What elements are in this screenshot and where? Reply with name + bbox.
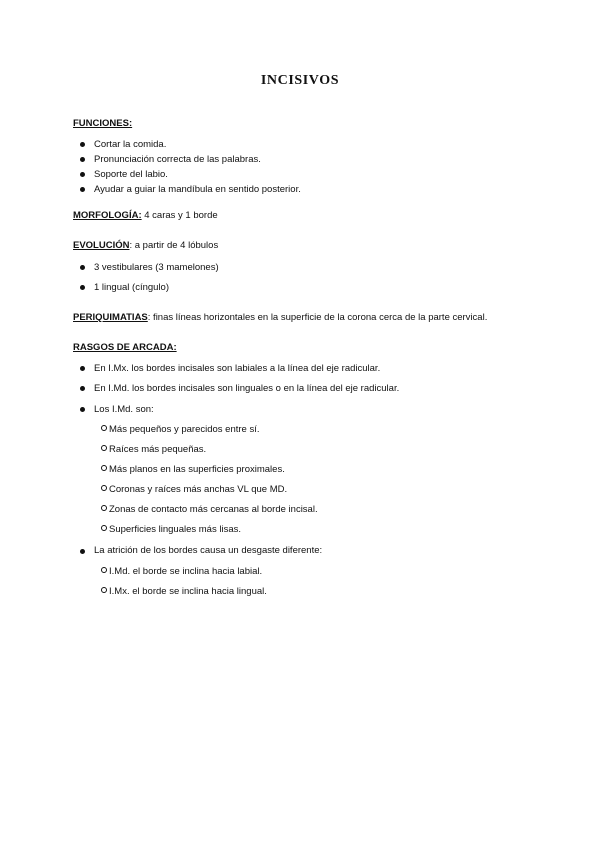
sub-item-text: I.Md. el borde se inclina hacia labial. bbox=[109, 566, 263, 577]
sub-list-item bbox=[101, 464, 285, 476]
periquimatias-text: : finas líneas horizontales en la superficie de la corona cerca de la parte cervical. bbox=[147, 312, 488, 323]
page-title: INCISIVOS bbox=[260, 73, 340, 88]
funciones-item: Cortar la comida. bbox=[94, 139, 167, 150]
bullet-icon bbox=[80, 386, 85, 391]
bullet-icon bbox=[80, 157, 85, 162]
sub-item-text: Superficies linguales más lisas. bbox=[109, 524, 242, 535]
evolucion-label: EVOLUCIÓN bbox=[73, 240, 130, 251]
bullet-icon bbox=[80, 549, 85, 554]
bullet-icon bbox=[80, 366, 85, 371]
evolucion-item: 3 vestibulares (3 mamelones) bbox=[94, 262, 219, 273]
sub-list-item bbox=[101, 424, 260, 436]
sub-list-item bbox=[101, 484, 287, 496]
circle-bullet-icon bbox=[101, 425, 107, 431]
sub-item-text: Zonas de contacto más cercanas al borde incisal. bbox=[109, 504, 318, 515]
morfologia-text: 4 caras y 1 borde bbox=[141, 210, 218, 221]
sub-item-text: Más planos en las superficies proximales. bbox=[109, 464, 285, 475]
morfologia-label: MORFOLOGÍA: bbox=[73, 210, 142, 221]
circle-bullet-icon bbox=[101, 485, 107, 491]
rasgos-heading bbox=[73, 342, 177, 354]
bullet-icon bbox=[80, 265, 85, 270]
circle-bullet-icon bbox=[101, 587, 107, 593]
sub-list-item bbox=[101, 524, 241, 536]
bullet-icon bbox=[80, 142, 85, 147]
funciones-heading bbox=[73, 118, 132, 130]
bullet-icon bbox=[80, 285, 85, 290]
sub-list-item bbox=[101, 444, 206, 456]
atricion-item: La atrición de los bordes causa un desgaste diferente: bbox=[94, 545, 323, 556]
sub-item-text: Raíces más pequeñas. bbox=[109, 444, 207, 455]
morfologia-line bbox=[73, 210, 218, 222]
circle-bullet-icon bbox=[101, 525, 107, 531]
rasgos-item: En I.Md. los bordes incisales son linguales o en la línea del eje radicular. bbox=[94, 383, 400, 394]
bullet-icon bbox=[80, 187, 85, 192]
funciones-item: Pronunciación correcta de las palabras. bbox=[94, 154, 261, 165]
sub-list-item bbox=[101, 504, 318, 516]
sub-item-text: Coronas y raíces más anchas VL que MD. bbox=[109, 484, 288, 495]
rasgos-item: En I.Mx. los bordes incisales son labiales a la línea del eje radicular. bbox=[94, 363, 381, 374]
funciones-item: Soporte del labio. bbox=[94, 169, 168, 180]
bullet-icon bbox=[80, 172, 85, 177]
bullet-icon bbox=[80, 407, 85, 412]
sub-list-item bbox=[101, 566, 262, 578]
periquimatias-label: PERIQUIMATIAS bbox=[73, 312, 148, 323]
rasgos-item: Los I.Md. son: bbox=[94, 404, 154, 415]
periquimatias-line bbox=[73, 312, 487, 324]
circle-bullet-icon bbox=[101, 445, 107, 451]
sub-list-item bbox=[101, 586, 267, 598]
funciones-label: FUNCIONES: bbox=[73, 118, 133, 129]
circle-bullet-icon bbox=[101, 505, 107, 511]
evolucion-line bbox=[73, 240, 218, 252]
sub-item-text: I.Mx. el borde se inclina hacia lingual. bbox=[109, 586, 267, 597]
rasgos-label: RASGOS DE ARCADA: bbox=[73, 342, 177, 353]
circle-bullet-icon bbox=[101, 567, 107, 573]
sub-item-text: Más pequeños y parecidos entre sí. bbox=[109, 424, 260, 435]
evolucion-text: : a partir de 4 lóbulos bbox=[129, 240, 219, 251]
circle-bullet-icon bbox=[101, 465, 107, 471]
funciones-item: Ayudar a guiar la mandíbula en sentido posterior. bbox=[94, 184, 301, 195]
evolucion-item: 1 lingual (cíngulo) bbox=[94, 282, 169, 293]
